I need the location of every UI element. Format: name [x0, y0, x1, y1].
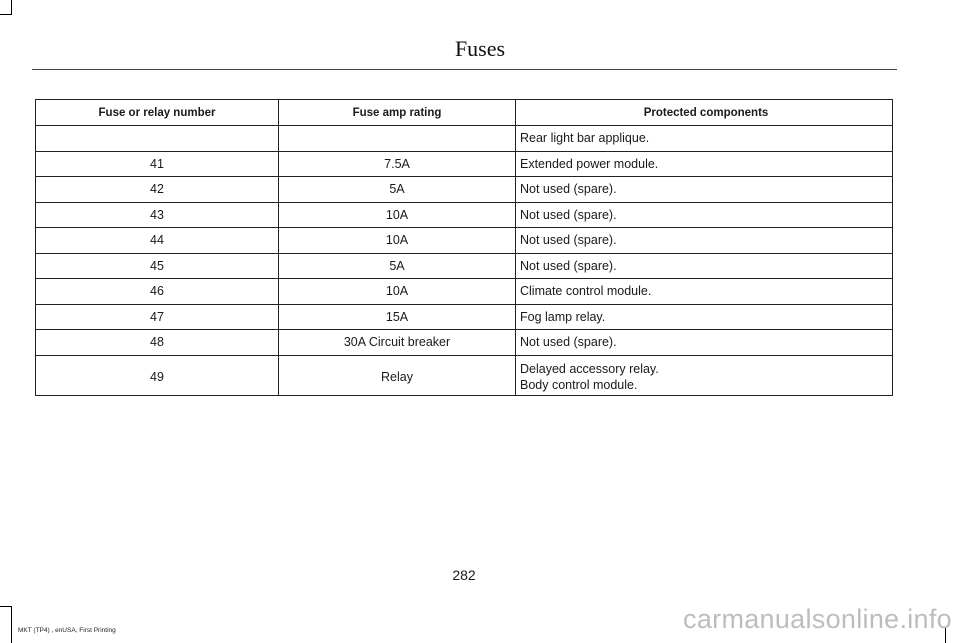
table-row: [36, 151, 893, 177]
crop-mark-top-left-v: [11, 0, 12, 14]
components-cell: Not used (spare).: [516, 330, 893, 356]
header-divider: [32, 69, 897, 70]
table-row: [36, 228, 893, 254]
table-row: [36, 177, 893, 203]
fuse-number-cell: 47: [36, 304, 279, 330]
amp-rating-cell: 10A: [279, 228, 516, 254]
table-row: [36, 253, 893, 279]
fuse-table: [35, 99, 893, 396]
table-row: [36, 126, 893, 152]
table-row: [36, 304, 893, 330]
amp-rating-cell: 10A: [279, 202, 516, 228]
fuse-number-cell: 46: [36, 279, 279, 305]
crop-mark-top-left-h: [0, 14, 12, 15]
table-row: [36, 279, 893, 305]
amp-rating-cell: 30A Circuit breaker: [279, 330, 516, 356]
page-number: 282: [452, 567, 476, 583]
fuse-number-cell: 48: [36, 330, 279, 356]
fuse-number-cell: 49: [36, 355, 279, 395]
amp-rating-cell: 10A: [279, 279, 516, 305]
components-cell: Not used (spare).: [516, 253, 893, 279]
components-cell: Climate control module.: [516, 279, 893, 305]
components-cell: [516, 355, 893, 395]
table-row: [36, 202, 893, 228]
fuse-number-cell: 45: [36, 253, 279, 279]
amp-rating-cell: 7.5A: [279, 151, 516, 177]
fuse-number-cell: 42: [36, 177, 279, 203]
column-header-amp-rating: Fuse amp rating: [279, 100, 516, 126]
fuse-number-cell: 41: [36, 151, 279, 177]
crop-mark-bottom-left-v: [11, 606, 12, 643]
amp-rating-cell: 15A: [279, 304, 516, 330]
fuse-number-cell: [36, 126, 279, 152]
table-row: [36, 330, 893, 356]
column-header-fuse-number: Fuse or relay number: [36, 100, 279, 126]
components-cell: Not used (spare).: [516, 228, 893, 254]
components-cell: Fog lamp relay.: [516, 304, 893, 330]
components-cell: Extended power module.: [516, 151, 893, 177]
edition-footer: MKT (TP4) , enUSA, First Printing: [18, 627, 116, 634]
watermark-text: carmanualsonline.info: [683, 604, 952, 634]
amp-rating-cell: 5A: [279, 177, 516, 203]
components-cell: Rear light bar applique.: [516, 126, 893, 152]
components-cell: Not used (spare).: [516, 202, 893, 228]
amp-rating-cell: [279, 126, 516, 152]
component-line: Body control module.: [520, 378, 638, 392]
column-header-protected-components: Protected components: [516, 100, 893, 126]
fuse-number-cell: 43: [36, 202, 279, 228]
table-row: [36, 355, 893, 395]
fuse-number-cell: 44: [36, 228, 279, 254]
components-cell: Not used (spare).: [516, 177, 893, 203]
page-title: Fuses: [454, 36, 506, 61]
amp-rating-cell: 5A: [279, 253, 516, 279]
table-header-row: [36, 100, 893, 126]
component-line: Delayed accessory relay.: [520, 362, 659, 376]
amp-rating-cell: Relay: [279, 355, 516, 395]
crop-mark-bottom-left-h: [0, 606, 12, 607]
